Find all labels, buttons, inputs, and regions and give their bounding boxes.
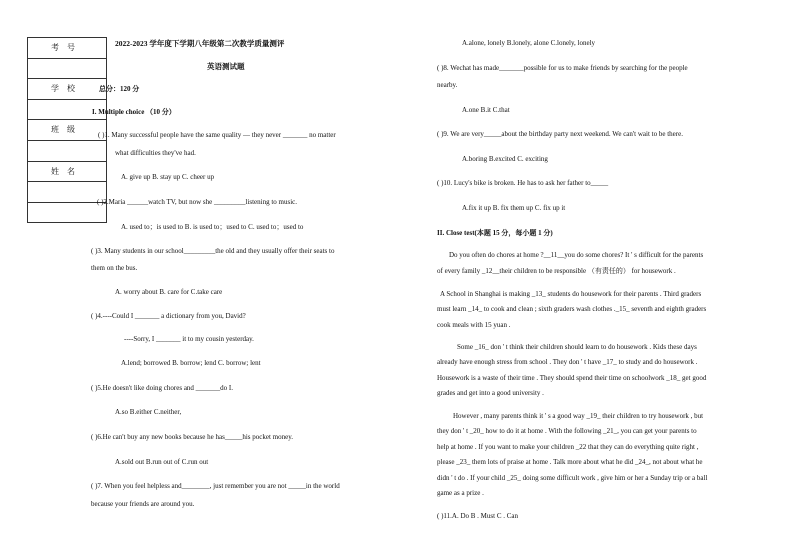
passage-p4-line-3: help at home . If you want to make your children _22 that they can do everything quite right , — [437, 443, 699, 451]
info-class-field — [28, 141, 106, 162]
section-close-test: II. Close test(本题 15 分，每小题 1 分) — [437, 229, 553, 237]
passage-p4-line-4: please _23_ them lots of praise at home . Talk more about what he did _24_, not about what he — [437, 458, 703, 466]
question-3-options: A. worry about B. care for C.take care — [115, 288, 223, 296]
passage-p2-line-3: cook meals with 15 yuan . — [437, 321, 511, 329]
info-school-label: 学校 — [28, 79, 106, 100]
question-3-line-2: them on the bus. — [91, 264, 138, 272]
question-8-line-1: ( )8. Wechat has made_______possible for us to make friends by searching for the people — [437, 64, 688, 72]
student-info-table — [27, 37, 107, 223]
question-5-line-1: ( )5.He doesn't like doing chores and _______do I. — [91, 384, 234, 392]
question-7-line-2: because your friends are around you. — [91, 500, 195, 508]
question-7-options: A.alone, lonely B.lonely, alone C.lonely, lonely — [462, 39, 596, 47]
info-extra-field — [28, 203, 106, 224]
passage-p2-line-1: A School in Shanghai is making _13_ students do housework for their parents . Third graders — [440, 290, 702, 298]
question-3-line-1: ( )3. Many students in our school_________the old and they usually offer their seats to — [91, 247, 335, 255]
passage-p2-line-2: must learn _14_ to cook and clean ; sixth graders wash clothes ._15_ seventh and eighth graders — [437, 305, 707, 313]
question-9-options: A.boring B.excited C. exciting — [462, 155, 548, 163]
info-name-label: 姓名 — [28, 162, 106, 183]
question-4-line-2: ----Sorry, I _______ it to my cousin yesterday. — [124, 335, 254, 343]
question-10-line-1: ( )10. Lucy's bike is broken. He has to ask her father to_____ — [437, 179, 609, 187]
info-exam-number-label: 考号 — [28, 38, 106, 59]
info-class-label: 班级 — [28, 120, 106, 141]
question-9-line-1: ( )9. We are very_____about the birthday party next weekend. We can't wait to be there. — [437, 130, 683, 138]
exam-title: 2022-2023 学年度下学期八年级第二次教学质量测评 — [115, 39, 285, 48]
question-4-options: A.lend; borrowed B. borrow; lend C. borrow; lent — [121, 359, 261, 367]
question-2-line-1: ( )2.Maria ______watch TV, but now she _________listening to music. — [97, 198, 297, 206]
question-6-line-1: ( )6.He can't buy any new books because he has_____his pocket money. — [91, 433, 294, 441]
passage-p1-line-1: Do you often do chores at home ?__11__you do some chores? It ' s difficult for the parents — [449, 251, 704, 259]
question-6-options: A.sold out B.run out of C.run out — [115, 458, 209, 466]
passage-p3-line-3: Housework is a waste of their time . They should spend their time on schoolwork _18_ get good — [437, 374, 707, 382]
question-1-line-1: ( )1. Many successful people have the same quality — they never _______ no matter — [98, 131, 336, 139]
total-score: 总分：120 分 — [99, 85, 140, 93]
exam-subtitle: 英语测试题 — [207, 62, 245, 71]
passage-p4-line-5: didn ' t do . If your child _25_ doing some difficult work , give him or her a Sunday trip or a ball — [437, 474, 708, 482]
question-8-options: A.one B.it C.that — [462, 106, 510, 114]
passage-p3-line-1: Some _16_ don ' t think their children should learn to do housework . Kids these days — [457, 343, 697, 351]
passage-p3-line-2: already have enough stress from school . They don ' t have _17_ to study and do housework . — [437, 358, 698, 366]
question-2-options: A. used to；is used to B. is used to；used to C. used to；used to — [121, 223, 304, 231]
question-5-options: A.so B.either C.neither, — [115, 408, 182, 416]
question-8-line-2: nearby. — [437, 81, 458, 89]
question-11-options: ( )11.A. Do B . Must C . Can — [437, 512, 519, 520]
passage-p4-line-6: game as a prize . — [437, 489, 484, 497]
section-multiple-choice: I. Multiple choice （10 分） — [92, 108, 176, 116]
question-7-line-1: ( )7. When you feel helpless and________, just remember you are not _____in the world — [91, 482, 340, 490]
passage-p4-line-2: they don ' t _20_ how to do it at home . With the following _21_, you can get your parents to — [437, 427, 697, 435]
passage-p3-line-4: grades and get into a good university . — [437, 389, 544, 397]
question-4-line-1: ( )4.----Could I _______ a dictionary from you, David? — [91, 312, 246, 320]
question-1-options: A. give up B. stay up C. cheer up — [121, 173, 215, 181]
question-10-options: A.fix it up B. fix them up C. fix up it — [462, 204, 566, 212]
passage-p4-line-1: However , many parents think it ' s a good way _19_ their children to try housework , but — [453, 412, 704, 420]
info-name-field — [28, 182, 106, 203]
info-exam-number-field — [28, 59, 106, 80]
passage-p1-line-2: of every family _12__their children to be responsible （有责任的） for housework . — [437, 267, 676, 275]
question-1-line-2: what difficulties they've had. — [115, 149, 196, 157]
